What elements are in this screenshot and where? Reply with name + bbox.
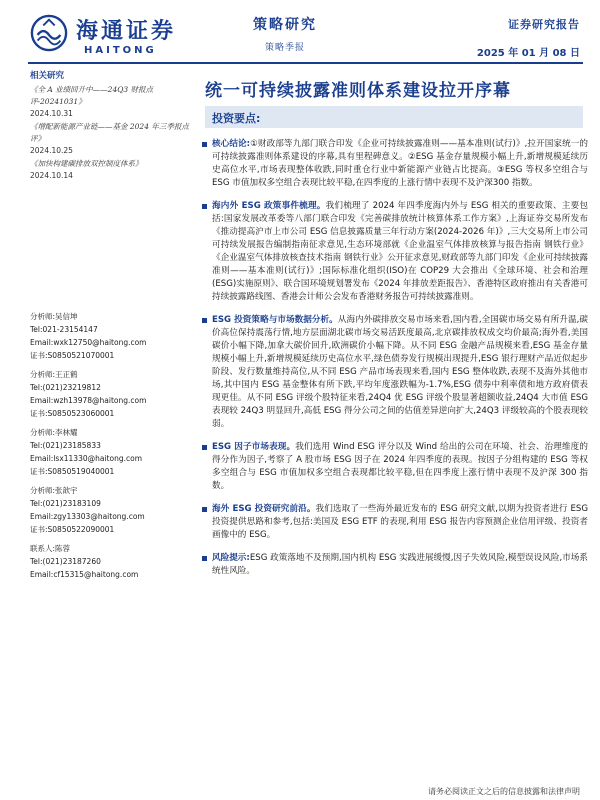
key-point-text: ①财政部等九部门联合印发《企业可持续披露准则——基本准则(试行)》,拉开国家统一的可持续披露准则体系建设的序幕,具有里程碑意义。②ESG 基金存量规模小幅上升,新增规模延续历史高位水平,市场表现整体收跌,同时重仓行业中新能源产业链占比提高。③ESG 等权多空组合与ESG 市值加权多空组合表现比较平稳,在四季度的上涨行情中表现不及沪深300 指数。 — [212, 139, 588, 188]
key-point-label: ESG 因子市场表现。 — [212, 442, 296, 452]
related-item[interactable] — [30, 121, 190, 157]
report-title: 统一可持续披露准则体系建设拉开序幕 — [205, 81, 511, 101]
key-points-label: 投资要点: — [212, 112, 261, 125]
analyst-card — [30, 426, 190, 478]
key-point-text: 我们选用 Wind ESG 评分以及 Wind 给出的公司在环境、社会、治理维度的得分作为因子,考察了 A 股市场 ESG 因子在 2024 年四季度的表现。按因子分组构建的 ESG 等权多空组合与 ESG 市值加权多空组合表现都比较平稳,但在四季度上涨行情中表现不及沪深 300 指数。 — [212, 442, 588, 491]
analyst-name: 分析师:张歆宇 — [30, 486, 78, 495]
contact-card — [30, 542, 190, 581]
key-point-factor-performance — [200, 441, 588, 493]
analyst-card — [30, 368, 190, 420]
contact-tel: Tel:(021)23187260 — [30, 557, 101, 566]
key-point-policy-review — [200, 200, 588, 304]
analyst-cert: 证书:S0850523060001 — [30, 409, 115, 418]
related-title[interactable]: 《全 A 业绩回升中——24Q3 财报点评-20241031》 — [30, 85, 154, 106]
report-date: 2025 年 01 月 08 日 — [476, 48, 580, 59]
key-point-text: 我们梳理了 2024 年四季度海内外与 ESG 相关的重要政策、主要包括:国家发展改革委等八部门联合印发《完善碳排放统计核算体系工作方案》,上海证券交易所发布《推动提高沪市上市公司 ESG 信息披露质量三年行动方案(2024-2026 年)》,三大交易所上市公司可持续发展报告编制指南征求意见,生态环境部就《企业温室气体排放核算与报告指南 钢铁行业》《企业温室气体排放核查技术指南 钢铁行业》公开征求意见,财政部等九部门印发《企业可持续披露准则——基本准则(试行)》;国际标准化组织(ISO)在 COP29 大会推出《全球环境、社会和治理(ESG)实施原则》、联合国环境规划署发布《2024 年排放差距报告》、香港特区政府推出有关香港可持续披露路线图、香港会计师公会发布香港财务报告可持续披露准则。 — [212, 201, 588, 302]
key-points-bar — [205, 106, 583, 128]
analyst-name: 分析师:李林耀 — [30, 428, 78, 437]
related-date: 2024.10.14 — [30, 171, 73, 180]
report-category — [230, 14, 340, 53]
haitong-logo — [30, 12, 180, 62]
footer-disclaimer: 请务必阅读正文之后的信息披露和法律声明 — [428, 787, 580, 796]
analyst-card — [30, 310, 190, 362]
key-point-core-conclusion — [200, 138, 588, 190]
analyst-list — [30, 310, 190, 587]
category-title: 策略研究 — [253, 17, 317, 33]
key-point-label: ESG 投资策略与市场数据分析。 — [212, 315, 338, 325]
analyst-name: 分析师:吴信坤 — [30, 312, 78, 321]
related-research — [30, 70, 190, 183]
logo-english-name: HAITONG — [84, 45, 157, 56]
key-point-text: ESG 政策落地不及预期,国内机构 ESG 实践进展缓慢,因子失效风险,模型误设风险,市场系统性风险。 — [212, 553, 589, 576]
related-title[interactable]: 《增配新能源产业链——基金 2024 年三季报点评》 — [30, 122, 189, 143]
header-divider — [28, 62, 583, 64]
analyst-tel: Tel:(021)23185833 — [30, 441, 101, 450]
analyst-email[interactable]: Email:lsx11330@haitong.com — [30, 454, 143, 463]
key-point-label: 海外 ESG 投资研究前沿。 — [212, 504, 316, 514]
analyst-cert: 证书:S0850521070001 — [30, 351, 115, 360]
related-item[interactable] — [30, 84, 190, 120]
key-point-text: 从海内外碳排放交易市场来看,国内看,全国碳市场交易有所升温,碳价高位保持震荡行情,地方层面湖北碳市场交易活跃度最高,北京碳排放权成交均价最高;海外看,美国碳价小幅下降,加拿大碳价回升,欧洲碳价小幅下降。从不同 ESG 金融产品规模来看,ESG 基金存量规模小幅上升,新增规模延续历史高位水平,绿色债券发行规模出现提升,ESG 银行理财产品近似起步阶段、发行数量维持高位,从不同 ESG 产品市场表现来看,国内 ESG 整体收跌,表现不及海外其他市场,其中国内 ESG 基金整体有所下跌,平均年度涨跌幅为-1.7%,ESG 债券中利率债和地方政府债表现更佳。从不同 ESG 评级个股特征来看,24Q4 优 ESG 评级个股显著超额收益,24Q4 大市值 ESG 表现较 24Q3 明显回升,高低 ESG 得分公司之间的估值差异逆向扩大,24Q3 评级较高的个股表现较弱。 — [212, 315, 589, 429]
analyst-tel: Tel:(021)23219812 — [30, 383, 101, 392]
analyst-name: 分析师:王正鹤 — [30, 370, 78, 379]
key-point-risk-warning — [200, 552, 588, 578]
contact-name: 联系人:陈蓉 — [30, 544, 71, 553]
key-point-market-data — [200, 314, 588, 431]
analyst-tel: Tel:(021)23183109 — [30, 499, 101, 508]
haitong-emblem-icon — [30, 14, 68, 52]
key-point-text: 我们选取了一些海外最近发布的 ESG 研究文献,以期为投资者进行 ESG 投资提供思路和参考,包括:美国及 ESG ETF 的表现,利用 ESG 报告内容预测企业信用评级、投资者画像中的 ESG。 — [212, 504, 588, 540]
key-point-label: 核心结论: — [212, 139, 251, 149]
analyst-tel: Tel:021-23154147 — [30, 325, 98, 334]
related-title[interactable]: 《加快构建碳排放双控制度体系》 — [30, 159, 143, 168]
key-point-label: 海内外 ESG 政策事件梳理。 — [212, 201, 326, 211]
analyst-cert: 证书:S0850522090001 — [30, 525, 115, 534]
logo-chinese-name: 海通证券 — [76, 18, 177, 44]
key-point-overseas-research — [200, 503, 588, 542]
analyst-email[interactable]: Email:wzh13978@haitong.com — [30, 396, 147, 405]
subcategory-title: 策略季报 — [264, 43, 305, 53]
related-date: 2024.10.31 — [30, 109, 73, 118]
report-type: 证券研究报告 — [508, 18, 580, 31]
report-meta — [477, 16, 580, 59]
related-heading: 相关研究 — [30, 71, 65, 81]
key-points-list — [200, 138, 588, 588]
analyst-email[interactable]: Email:wxk12750@haitong.com — [30, 338, 147, 347]
contact-email[interactable]: Email:cf15315@haitong.com — [30, 570, 139, 579]
analyst-cert: 证书:S0850519040001 — [30, 467, 115, 476]
key-point-label: 风险提示: — [212, 553, 250, 563]
related-item[interactable] — [30, 158, 190, 182]
analyst-email[interactable]: Email:zgy13303@haitong.com — [30, 512, 145, 521]
analyst-card — [30, 484, 190, 536]
related-date: 2024.10.25 — [30, 146, 73, 155]
